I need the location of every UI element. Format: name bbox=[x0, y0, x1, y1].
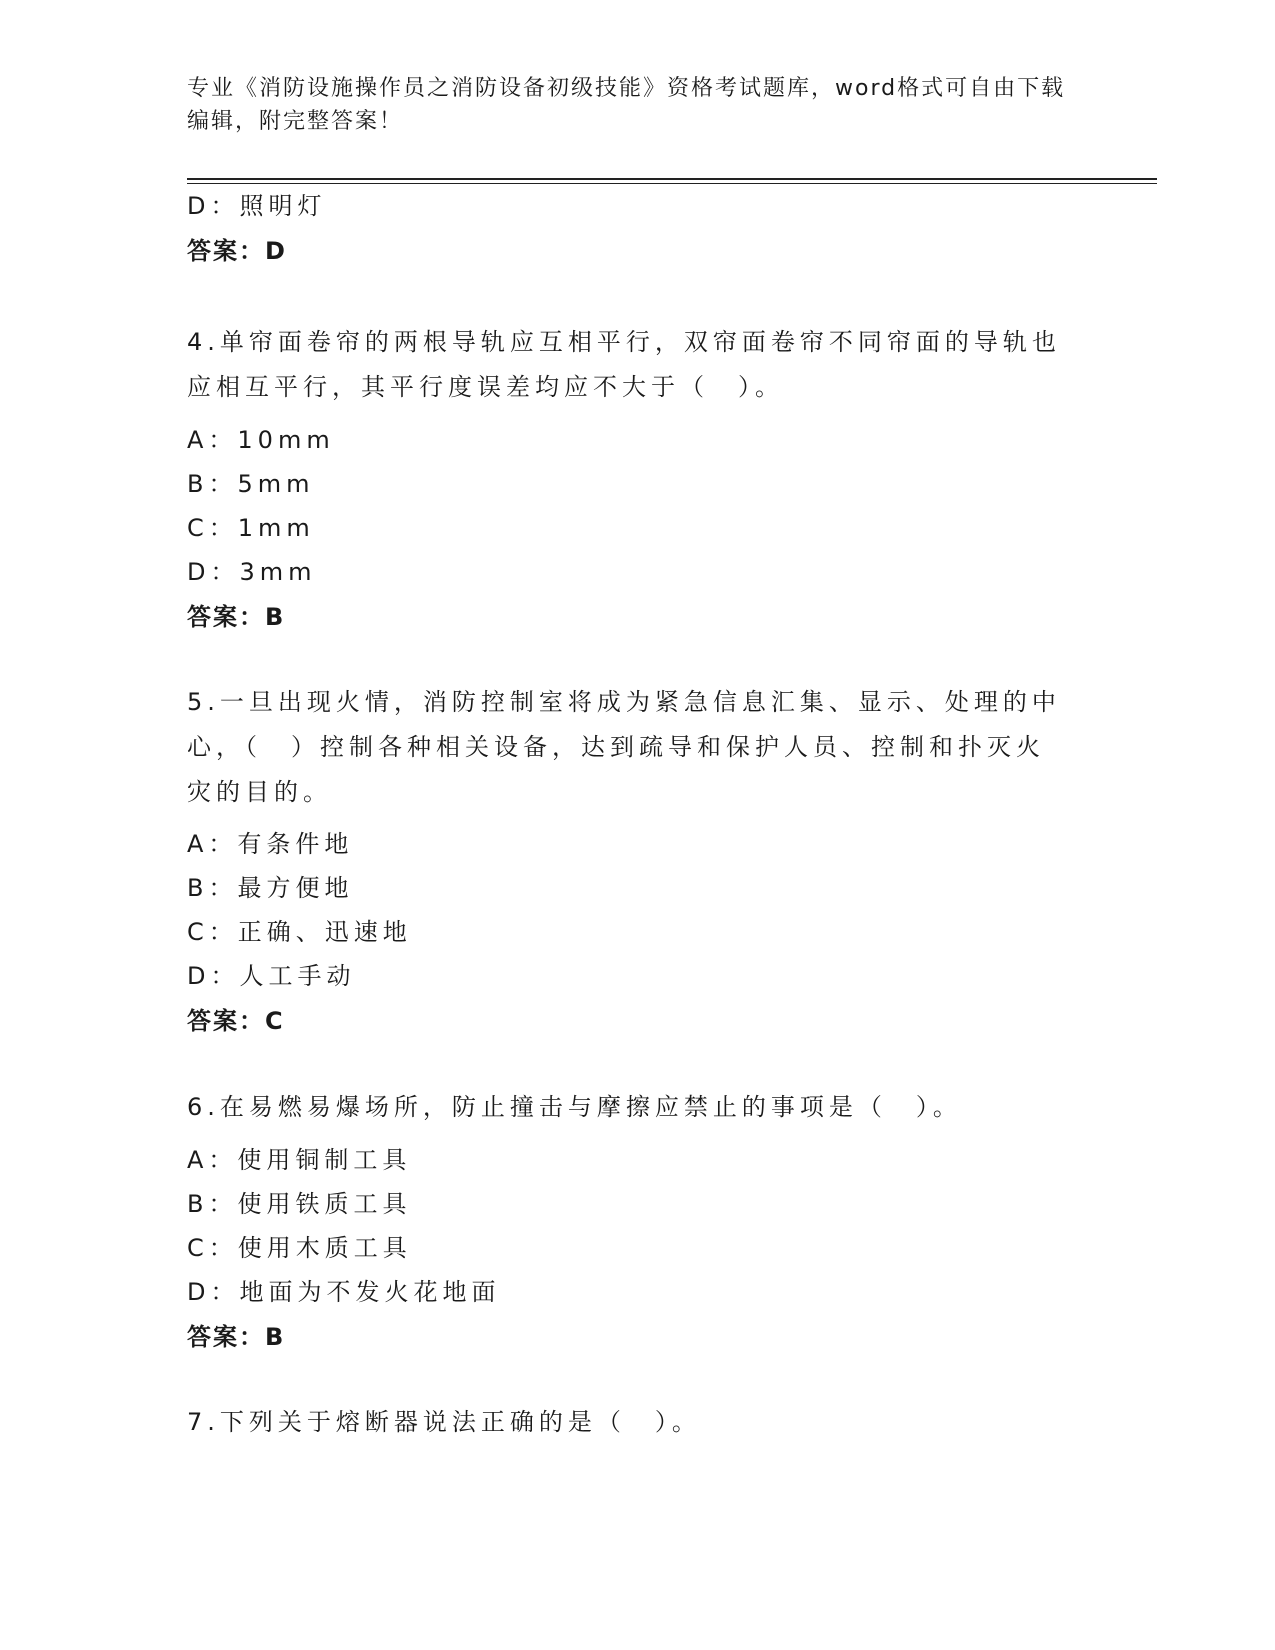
option-a: A：10mm bbox=[187, 426, 335, 454]
option-d: D：3mm bbox=[187, 558, 317, 586]
option-b: B：使用铁质工具 bbox=[187, 1190, 412, 1218]
answer: 答案：D bbox=[187, 237, 287, 265]
document-header: 专业《消防设施操作员之消防设备初级技能》资格考试题库，word格式可自由下载编辑，附完整答案！ bbox=[187, 76, 1066, 134]
option-a: A：有条件地 bbox=[187, 830, 354, 858]
option-a: A：使用铜制工具 bbox=[187, 1146, 412, 1174]
answer: 答案：B bbox=[187, 603, 286, 631]
option-d: D：照明灯 bbox=[187, 192, 327, 220]
answer: 答案：B bbox=[187, 1323, 286, 1351]
question-stem: 5.一旦出现火情，消防控制室将成为紧急信息汇集、显示、处理的中心，（ ）控制各种相关设备，达到疏导和保护人员、控制和扑灭火灾的目的。 bbox=[187, 688, 1061, 806]
question-stem: 7.下列关于熔断器说法正确的是（ ）。 bbox=[187, 1408, 701, 1436]
option-c: C：1mm bbox=[187, 514, 315, 542]
header-divider-thin bbox=[187, 183, 1157, 184]
option-c: C：使用木质工具 bbox=[187, 1234, 412, 1262]
option-b: B：5mm bbox=[187, 470, 315, 498]
question-stem: 6.在易燃易爆场所，防止撞击与摩擦应禁止的事项是（ ）。 bbox=[187, 1093, 962, 1121]
header-divider-thick bbox=[187, 178, 1157, 180]
answer: 答案：C bbox=[187, 1007, 285, 1035]
option-c: C：正确、迅速地 bbox=[187, 918, 412, 946]
option-b: B：最方便地 bbox=[187, 874, 354, 902]
option-d: D：地面为不发火花地面 bbox=[187, 1278, 501, 1306]
option-d: D：人工手动 bbox=[187, 962, 356, 990]
question-stem: 4.单帘面卷帘的两根导轨应互相平行，双帘面卷帘不同帘面的导轨也应相互平行，其平行度误差均应不大于（ ）。 bbox=[187, 328, 1061, 401]
